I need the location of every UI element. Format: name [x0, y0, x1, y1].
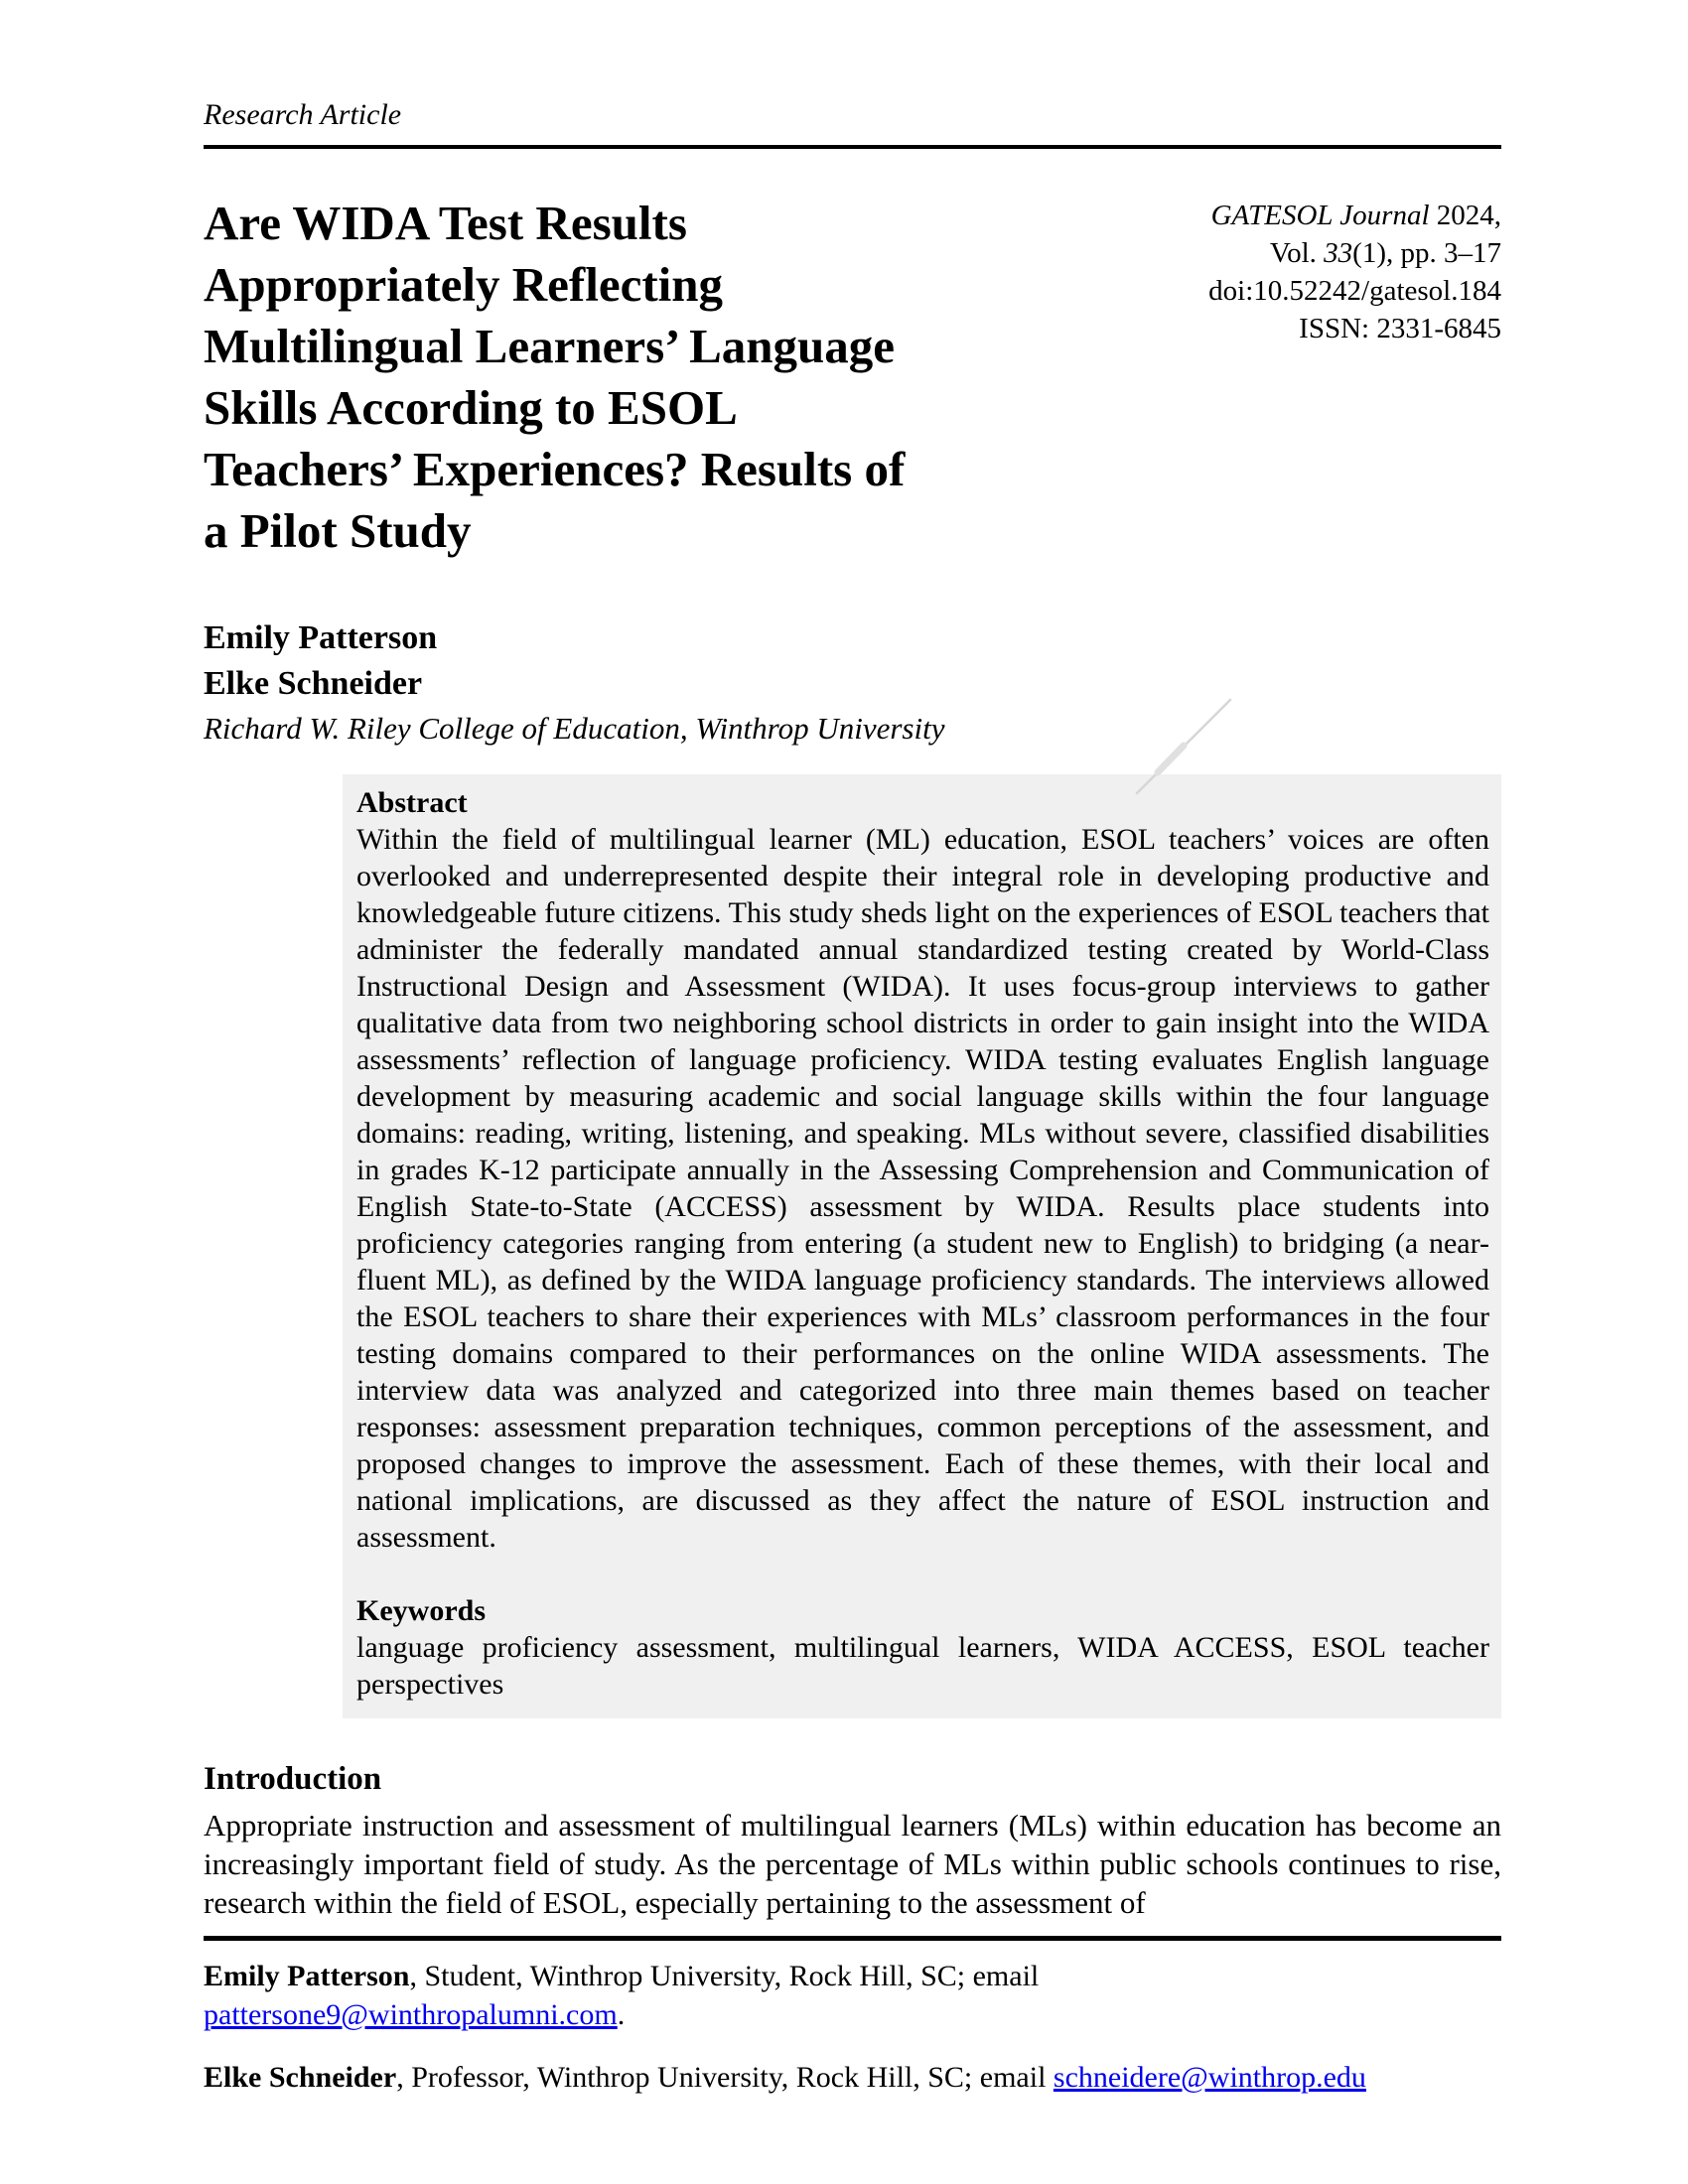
abstract-text: Within the field of multilingual learner (ML) education, ESOL teachers’ voices are often overlooked and underrepresented despite their integral role in developing productive and knowledgeable future citizens. This study sheds light on the experiences of ESOL teachers that administer the federally mandated annual standardized testing created by World-Class Instructional Design and Assessment (WIDA). It uses focus-group interviews to gather qualitative data from two neighboring school districts in order to gain insight into the WIDA assessments’ reflection of language proficiency. WIDA testing evaluates English language development by measuring academic and social language skills within the four language domains: reading, writing, listening, and speaking. MLs without severe, classified disabilities in grades K-12 participate annually in the Assessing Comprehension and Communication of English State-to-State (ACCESS) assessment by WIDA. Results place students into proficiency categories ranging from entering (a student new to English) to bridging (a near-fluent ML), as defined by the WIDA language proficiency standards. The interviews allowed the ESOL teachers to share their experiences with MLs’ classroom performances in the four testing domains compared to their performances on the online WIDA assessments. The interview data was analyzed and categorized into three main themes based on teacher responses: assessment preparation techniques, common perceptions of the assessment, and proposed changes to improve the assessment. Each of these themes, with their local and national implications, are discussed as they affect the nature of ESOL instruction and assessment.	[356, 823, 1489, 1554]
footnote-author-1	[204, 1957, 1501, 2034]
author-name-1: Emily Patterson	[204, 619, 438, 656]
footnote-author-1-details: , Student, Winthrop University, Rock Hill, SC; email	[409, 1960, 1040, 1992]
footnote-author-1-period: .	[617, 1998, 626, 2031]
introduction-text: Appropriate instruction and assessment of multilingual learners (MLs) within education has become an increasingly important field of study. As the percentage of MLs within public schools continues to rise, research within the field of ESOL, especially pertaining to the assessment of	[204, 1808, 1501, 1920]
header-row	[204, 193, 1501, 562]
footnote-author-2-name: Elke Schneider	[204, 2061, 397, 2094]
header-divider	[204, 145, 1501, 149]
article-title-line: Appropriately Reflecting	[204, 257, 724, 312]
footnote-author-2	[204, 2058, 1501, 2097]
journal-issn: ISSN: 2331-6845	[1299, 313, 1501, 344]
journal-name-year: GATESOL Journal 2024,	[1210, 200, 1501, 231]
author-name-2: Elke Schneider	[204, 665, 423, 702]
article-type-label: Research Article	[204, 98, 402, 131]
article-title-line: Teachers’ Experiences? Results of	[204, 442, 906, 496]
footnote-author-2-details: , Professor, Winthrop University, Rock Hill, SC; email	[396, 2061, 1054, 2094]
article-title	[204, 193, 905, 562]
email-link-schneider[interactable]: schneidere@winthrop.edu	[1053, 2061, 1366, 2094]
author-affiliation: Richard W. Riley College of Education, Winthrop University	[204, 711, 945, 746]
journal-citation-block	[1208, 193, 1501, 347]
article-title-line: Skills According to ESOL	[204, 380, 738, 435]
journal-doi: doi:10.52242/gatesol.184	[1208, 275, 1501, 307]
article-title-line: a Pilot Study	[204, 503, 472, 558]
article-title-line: Are WIDA Test Results	[204, 196, 687, 250]
article-title-line: Multilingual Learners’ Language	[204, 319, 896, 373]
keywords-text: language proficiency assessment, multilingual learners, WIDA ACCESS, ESOL teacher perspectives	[356, 1631, 1489, 1701]
introduction-heading: Introduction	[204, 1761, 382, 1797]
footnote-divider	[204, 1936, 1501, 1941]
abstract-heading: Abstract	[356, 786, 468, 819]
journal-volume-pages: Vol. 33(1), pp. 3–17	[1269, 237, 1501, 269]
abstract-section	[343, 774, 1501, 1718]
footnote-author-1-name: Emily Patterson	[204, 1960, 410, 1992]
email-link-patterson[interactable]: pattersone9@winthropalumni.com	[204, 1998, 618, 2031]
author-block	[204, 615, 1501, 749]
keywords-heading: Keywords	[356, 1594, 486, 1627]
